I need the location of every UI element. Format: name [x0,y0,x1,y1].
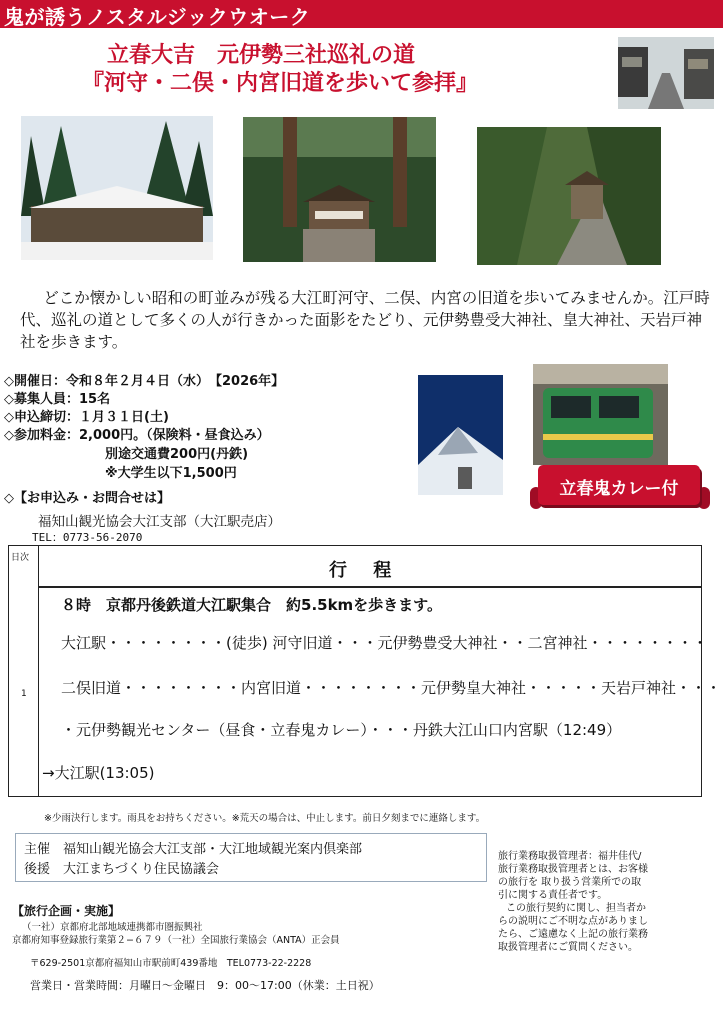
host-text: 主催 福知山観光協会大江支部・大江地域観光案内倶楽部 [24,842,363,857]
title-line-2: 『河守・二俣・内宮旧道を歩いて参拝』 [82,71,479,96]
itinerary-line-3: 二俣旧道・・・・・・・・内宮旧道・・・・・・・・元伊勢皇大神社・・・・・天岩戸神社・・・ [61,679,722,697]
office-name: 福知山観光協会大江支部（大江駅売店） [38,514,281,530]
street-photo [618,37,714,109]
title-line-1: 立春大吉 元伊勢三社巡礼の道 [107,43,416,68]
day-number: 1 [21,689,27,699]
itinerary-line-2: 大江駅・・・・・・・・(徒歩) 河守旧道・・・元伊勢豊受大神社・・二宮神社・・・・・・・・ [61,634,708,652]
schedule-header: 行 程 [329,560,402,581]
itinerary-line-1: ８時 京都丹後鉄道大江駅集合 約5.5kmを歩きます。 [61,596,442,614]
sponsor-box [15,833,487,882]
fee-student: ※大学生以下1,500円 [105,466,237,481]
weather-note: ※少雨決行します。雨具をお持ちください。※荒天の場合は、中止します。前日夕刻までに連絡します。 [44,813,486,824]
day-column-header: 日次 [11,553,30,563]
badge-text: 立春鬼カレー付 [559,479,679,499]
itinerary-line-5: →大江駅(13:05) [42,764,155,782]
shrine-forest-photo [243,117,436,262]
manager-note-1: 旅行業務取扱管理者：福井佳代/旅行業務取扱管理者とは、お客様の旅行を 取り扱う営業所での取引に関する責任者です。 [498,851,648,901]
cliff-shrine-photo [477,127,661,265]
header-divider [38,586,701,588]
manager-note [498,850,648,954]
deadline: ◇申込締切：１月３１日(土) [4,410,169,425]
capacity: ◇募集人員：15名 [4,392,111,407]
fee: ◇参加料金：2,000円。（保険料・昼食込み） [4,428,270,443]
planning-heading: 【旅行企画・実施】 [12,904,121,918]
badge-box [538,465,700,505]
event-date: ◇開催日：令和８年２月４日（水） 【2026年】 [4,374,285,389]
business-hours: 営業日・営業時間：月曜日〜金曜日 9：00〜17:00（休業：土日祝） [30,979,380,992]
shrine-snow-photo [21,116,213,260]
schedule-table [8,545,722,797]
manager-note-2: この旅行契約に関し、担当者からの説明にご不明な点がありましたら、ご遠慮なく上記の旅行業務取扱管理者にご質問ください。 [498,903,648,953]
itinerary-line-4: ・元伊勢観光センター（昼食・立春鬼カレー）・・・丹鉄大江山口内宮駅（12:49） [61,721,622,739]
contact-heading: ◇【お申込み・お問合せは】 [4,491,170,506]
fee-transport: 別途交通費200円(丹鉄) [105,447,249,462]
planning-license: 京都府知事登録旅行業第２−６７９（一社）全国旅行業協会（ANTA）正会員 [12,935,340,946]
planning-address: 〒629-2501京都府福知山市駅前町439番地 TEL0773-22-2228 [30,958,312,969]
mountain-night-photo [418,375,503,495]
column-divider [38,546,39,796]
top-banner [0,0,723,28]
banner-text: 鬼が誘うノスタルジックウオーク [4,5,311,29]
support-text: 後援 大江まちづくり住民協議会 [24,862,219,877]
office-tel: TEL：0773-56-2070 [32,531,143,544]
planning-org: （一社）京都府北部地域連携都市圏振興社 [22,922,203,933]
green-train-photo [533,364,668,465]
curry-badge [530,465,710,511]
intro-paragraph: どこか懐かしい昭和の町並みが残る大江町河守、二俣、内宮の旧道を歩いてみませんか。江戸時代、巡礼の道として多くの人が行きかった面影をたどり、元伊勢豊受大神社、皇大神社、天岩戸神社を歩きます。 [20,289,710,351]
